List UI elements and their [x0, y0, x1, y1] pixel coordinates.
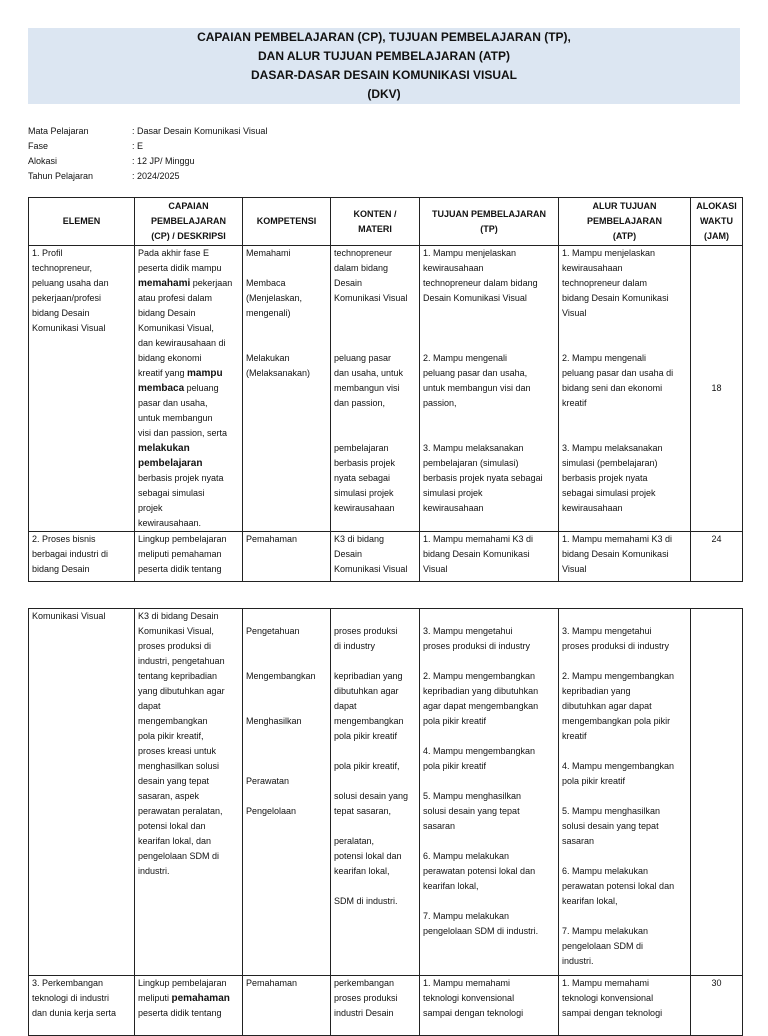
- meta-key: Mata Pelajaran: [28, 126, 89, 136]
- cell-elemen: Komunikasi Visual: [29, 609, 135, 976]
- spacer: [562, 744, 687, 759]
- table-row: [29, 609, 743, 976]
- atp-item: 5. Mampu menghasilkan solusi desain yang tepat sasaran: [562, 806, 661, 846]
- spacer: [334, 819, 416, 834]
- header-kompetensi: KOMPETENSI: [243, 198, 331, 246]
- konten-item: technopreneur dalam bidang Desain Komunikasi Visual: [334, 248, 408, 303]
- cp-text: peserta didik tentang: [138, 1008, 222, 1018]
- cell-alokasi: [691, 609, 743, 976]
- spacer: [423, 654, 555, 669]
- cell-alokasi: 24: [691, 532, 743, 582]
- table-row: [29, 976, 743, 1036]
- cp-text: peluang pasar dan usaha, untuk membangun visi dan passion, serta: [138, 383, 228, 438]
- meta-row: [28, 169, 267, 184]
- spacer: [334, 306, 416, 351]
- cell-konten: perkembangan proses produksi industri Desain: [331, 976, 420, 1036]
- cp-text: Pada akhir fase E peserta didik mampu: [138, 248, 222, 273]
- cp-bold-text: melakukan pembelajaran: [138, 443, 203, 469]
- tp-item: 1. Mampu menjelaskan kewirausahaan technopreneur dalam bidang Desain Komunikasi Visual: [423, 248, 538, 303]
- cp-text: pekerjaan atau profesi dalam bidang Desain Komunikasi Visual, dan kewirausahaan di bidang ekonomi kreatif yang: [138, 278, 233, 378]
- cell-kompetensi: Pemahaman: [243, 532, 331, 582]
- spacer: [246, 639, 327, 669]
- cell-tp: 1. Mampu memahami teknologi konvensional sampai dengan teknologi: [420, 976, 559, 1036]
- atp-item: 2. Mampu mengenali peluang pasar dan usaha di bidang seni dan ekonomi kreatif: [562, 353, 674, 408]
- cell-konten: [331, 246, 420, 532]
- cell-konten: [331, 609, 420, 976]
- konten-item: pembelajaran berbasis projek nyata sebagai simulasi projek kewirausahaan: [334, 443, 396, 513]
- meta-value: : E: [132, 141, 144, 151]
- title-line-4: (DKV): [367, 87, 401, 101]
- meta-value: : Dasar Desain Komunikasi Visual: [132, 126, 268, 136]
- tp-item: 2. Mampu mengenali peluang pasar dan usaha, untuk membangun visi dan passion,: [423, 353, 531, 408]
- document-title: [28, 28, 740, 104]
- cp-bold-text: memahami: [138, 278, 191, 289]
- cell-kompetensi: Pemahaman: [243, 976, 331, 1036]
- konten-item: solusi desain yang tepat sasaran,: [334, 791, 409, 816]
- title-line-2: DAN ALUR TUJUAN PEMBELAJARAN (ATP): [258, 49, 510, 63]
- spacer: [562, 609, 687, 624]
- spacer: [423, 729, 555, 744]
- atp-item: 3. Mampu mengetahui proses produksi di industry: [562, 626, 670, 651]
- spacer: [423, 774, 555, 789]
- table-row: [29, 246, 743, 532]
- kompetensi-item: Pengelolaan: [246, 806, 297, 816]
- konten-item: peralatan, potensi lokal dan kearifan lokal,: [334, 836, 402, 876]
- kompetensi-item: Memahami: [246, 248, 291, 258]
- meta-value: : 2024/2025: [132, 171, 180, 181]
- table-row: [29, 532, 743, 582]
- kompetensi-item: Membaca (Menjelaskan, mengenali): [246, 278, 303, 318]
- konten-item: proses produksi di industry: [334, 626, 398, 651]
- tp-item: 5. Mampu menghasilkan solusi desain yang tepat sasaran: [423, 791, 522, 831]
- atp-item: 6. Mampu melakukan perawatan potensi lokal dan kearifan lokal,: [562, 866, 675, 906]
- header-elemen: ELEMEN: [29, 198, 135, 246]
- cp-table-page-1: [28, 197, 743, 582]
- tp-item: 4. Mampu mengembangkan pola pikir kreatif: [423, 746, 536, 771]
- kompetensi-item: Mengembangkan: [246, 671, 316, 681]
- meta-row: [28, 139, 267, 154]
- meta-row: [28, 154, 267, 169]
- spacer: [562, 411, 687, 441]
- cell-cp: K3 di bidang Desain Komunikasi Visual, proses produksi di industri, pengetahuan tentang kepribadian yang dibutuhkan agar dapat mengembangkan pola pikir kreatif, proses kreasi untuk menghasilkan solusi desain yang tepat sasaran, aspek perawatan peralatan, potensi lokal dan kearifan lokal, dan pengelolaan SDM di industri.: [135, 609, 243, 976]
- spacer: [334, 879, 416, 894]
- spacer: [423, 894, 555, 909]
- cp-bold-text: pemahaman: [171, 993, 230, 1004]
- cell-elemen: 2. Proses bisnis berbagai industri di bidang Desain: [29, 532, 135, 582]
- cp-table-page-2: [28, 608, 743, 1036]
- kompetensi-item: Pengetahuan: [246, 626, 300, 636]
- cell-atp: [559, 246, 691, 532]
- cell-atp: [559, 609, 691, 976]
- cell-kompetensi: [243, 609, 331, 976]
- header-alokasi: ALOKASI WAKTU (JAM): [691, 198, 743, 246]
- cell-elemen: 1. Profil technopreneur, peluang usaha dan pekerjaan/profesi bidang Desain Komunikasi Visual: [29, 246, 135, 532]
- kompetensi-item: Melakukan (Melaksanakan): [246, 353, 311, 378]
- cell-cp: [135, 976, 243, 1036]
- title-line-1: CAPAIAN PEMBELAJARAN (CP), TUJUAN PEMBELAJARAN (TP),: [197, 30, 571, 44]
- spacer: [246, 729, 327, 774]
- tp-item: 2. Mampu mengembangkan kepribadian yang dibutuhkan agar dapat mengembangkan pola pikir kreatif: [423, 671, 539, 726]
- kompetensi-item: Perawatan: [246, 776, 290, 786]
- cell-kompetensi: [243, 246, 331, 532]
- spacer: [246, 789, 327, 804]
- tp-item: 7. Mampu melakukan pengelolaan SDM di industri.: [423, 911, 539, 936]
- konten-item: pola pikir kreatif,: [334, 761, 400, 771]
- atp-item: 2. Mampu mengembangkan kepribadian yang dibutuhkan agar dapat mengembangkan pola pikir kreatif: [562, 671, 675, 741]
- cell-cp: [135, 246, 243, 532]
- cell-alokasi: 30: [691, 976, 743, 1036]
- spacer: [562, 789, 687, 804]
- meta-key: Tahun Pelajaran: [28, 171, 94, 181]
- cell-atp: 1. Mampu memahami K3 di bidang Desain Komunikasi Visual: [559, 532, 691, 582]
- cell-tp: [420, 609, 559, 976]
- spacer: [246, 684, 327, 714]
- spacer: [334, 654, 416, 669]
- cell-elemen: 3. Perkembangan teknologi di industri dan dunia kerja serta: [29, 976, 135, 1036]
- atp-item: 7. Mampu melakukan pengelolaan SDM di industri.: [562, 926, 649, 966]
- spacer: [423, 609, 555, 624]
- tp-item: 3. Mampu melaksanakan pembelajaran (simulasi) berbasis projek nyata sebagai simulasi projek kewirausahaan: [423, 443, 543, 513]
- meta-info: [28, 124, 267, 184]
- spacer: [423, 306, 555, 351]
- kompetensi-item: Menghasilkan: [246, 716, 302, 726]
- spacer: [334, 744, 416, 759]
- atp-item: 4. Mampu mengembangkan pola pikir kreatif: [562, 761, 675, 786]
- cp-bold-text: mampu membaca: [138, 368, 223, 394]
- tp-item: 3. Mampu mengetahui proses produksi di industry: [423, 626, 531, 651]
- table-header-row: [29, 198, 743, 246]
- cp-text: Lingkup pembelajaran meliputi: [138, 978, 227, 1003]
- meta-key: Alokasi: [28, 156, 58, 166]
- spacer: [246, 609, 327, 624]
- header-tp: TUJUAN PEMBELAJARAN (TP): [420, 198, 559, 246]
- konten-item: peluang pasar dan usaha, untuk membangun visi dan passion,: [334, 353, 404, 408]
- spacer: [562, 321, 687, 351]
- tp-item: 6. Mampu melakukan perawatan potensi lokal dan kearifan lokal,: [423, 851, 536, 891]
- atp-item: 3. Mampu melaksanakan simulasi (pembelajaran) berbasis projek nyata sebagai simulasi projek kewirausahaan: [562, 443, 663, 513]
- meta-row: [28, 124, 267, 139]
- spacer: [423, 834, 555, 849]
- spacer: [334, 774, 416, 789]
- atp-item: 1. Mampu menjelaskan kewirausahaan technopreneur dalam bidang Desain Komunikasi Visual: [562, 248, 669, 318]
- cell-tp: [420, 246, 559, 532]
- spacer: [423, 411, 555, 441]
- spacer: [246, 321, 327, 351]
- meta-value: : 12 JP/ Minggu: [132, 156, 195, 166]
- meta-key: Fase: [28, 141, 49, 151]
- konten-item: kepribadian yang dibutuhkan agar dapat mengembangkan pola pikir kreatif: [334, 671, 404, 741]
- cp-text: berbasis projek nyata sebagai simulasi projek kewirausahaan.: [138, 473, 224, 528]
- title-line-3: DASAR-DASAR DESAIN KOMUNIKASI VISUAL: [250, 68, 517, 82]
- cell-cp: Lingkup pembelajaran meliputi pemahaman peserta didik tentang: [135, 532, 243, 582]
- cell-konten: K3 di bidang Desain Komunikasi Visual: [331, 532, 420, 582]
- header-atp: ALUR TUJUAN PEMBELAJARAN (ATP): [559, 198, 691, 246]
- spacer: [562, 654, 687, 669]
- cell-alokasi: 18: [691, 246, 743, 532]
- cell-tp: 1. Mampu memahami K3 di bidang Desain Komunikasi Visual: [420, 532, 559, 582]
- spacer: [334, 411, 416, 441]
- spacer: [246, 261, 327, 276]
- header-cp: CAPAIAN PEMBELAJARAN (CP) / DESKRIPSI: [135, 198, 243, 246]
- spacer: [334, 609, 416, 624]
- spacer: [562, 849, 687, 864]
- spacer: [562, 909, 687, 924]
- konten-item: SDM di industri.: [334, 896, 398, 906]
- header-konten: KONTEN / MATERI: [331, 198, 420, 246]
- cell-atp: 1. Mampu memahami teknologi konvensional sampai dengan teknologi: [559, 976, 691, 1036]
